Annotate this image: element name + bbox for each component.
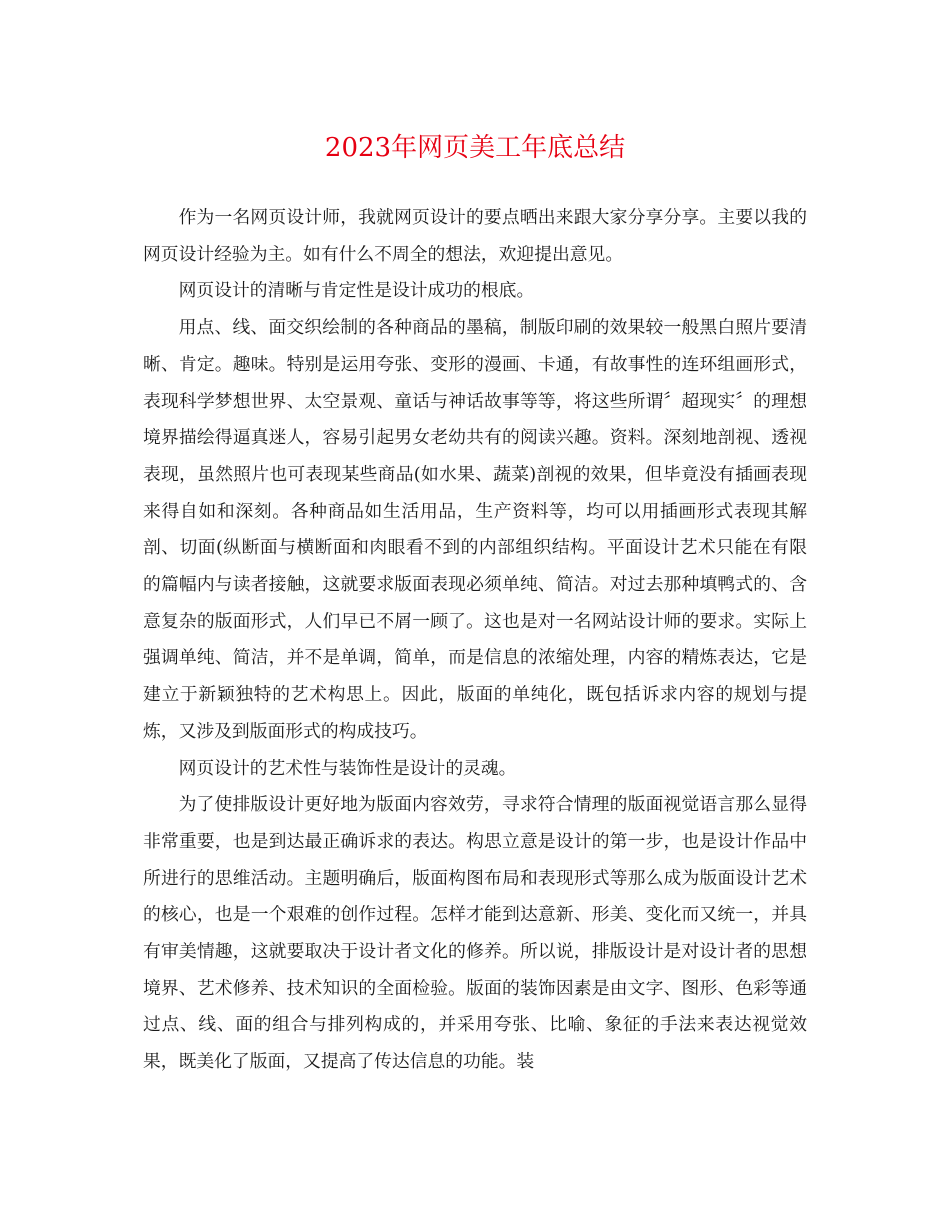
document-body — [143, 200, 807, 1081]
paragraph-intro: 作为一名网页设计师，我就网页设计的要点晒出来跟大家分享分享。主要以我的网页设计经验为主。如有什么不周全的想法，欢迎提出意见。 — [143, 207, 807, 265]
paragraph-heading-clarity: 网页设计的清晰与肯定性是设计成功的根底。 — [178, 280, 535, 302]
paragraph-illustration: 用点、线、面交织绘制的各种商品的墨稿，制版印刷的效果较一般黑白照片要清晰、肯定。趣味。特别是运用夸张、变形的漫画、卡通，有故事性的连环组画形式，表现科学梦想世界、太空景观、童话与神话故事等等，将这些所谓〞超现实〞的理想境界描绘得逼真迷人，容易引起男女老幼共有的阅读兴趣。资料。深刻地剖视、透视表现，虽然照片也可表现某些商品(如水果、蔬菜)剖视的效果，但毕竟没有插画表现来得自如和深刻。各种商品如生活用品，生产资料等，均可以用插画形式表现其解剖、切面(纵断面与横断面和肉眼看不到的内部组织结构。平面设计艺术只能在有限的篇幅内与读者接触，这就要求版面表现必须单纯、简洁。对过去那种填鸭式的、含意复杂的版面形式，人们早已不屑一顾了。这也是对一名网站设计师的要求。实际上强调单纯、简洁，并不是单调，简单，而是信息的浓缩处理，内容的精炼表达，它是建立于新颖独特的艺术构思上。因此，版面的单纯化，既包括诉求内容的规划与提炼，又涉及到版面形式的构成技巧。 — [143, 317, 807, 742]
paragraph-heading-artistry: 网页设计的艺术性与装饰性是设计的灵魂。 — [178, 757, 517, 779]
paragraph-layout-design: 为了使排版设计更好地为版面内容效劳，寻求符合情理的版面视觉语言那么显得非常重要，也是到达最正确诉求的表达。构思立意是设计的第一步，也是设计作品中所进行的思维活动。主题明确后，版面构图布局和表现形式等那么成为版面设计艺术的核心，也是一个艰难的创作过程。怎样才能到达意新、形美、变化而又统一，并具有审美情趣，这就要取决于设计者文化的修养。所以说，排版设计是对设计者的思想境界、艺术修养、技术知识的全面检验。版面的装饰因素是由文字、图形、色彩等通过点、线、面的组合与排列构成的，并采用夸张、比喻、象征的手法来表达视觉效果，既美化了版面，又提高了传达信息的功能。装 — [143, 794, 807, 1073]
document-title: 2023年网页美工年底总结 — [324, 133, 626, 163]
